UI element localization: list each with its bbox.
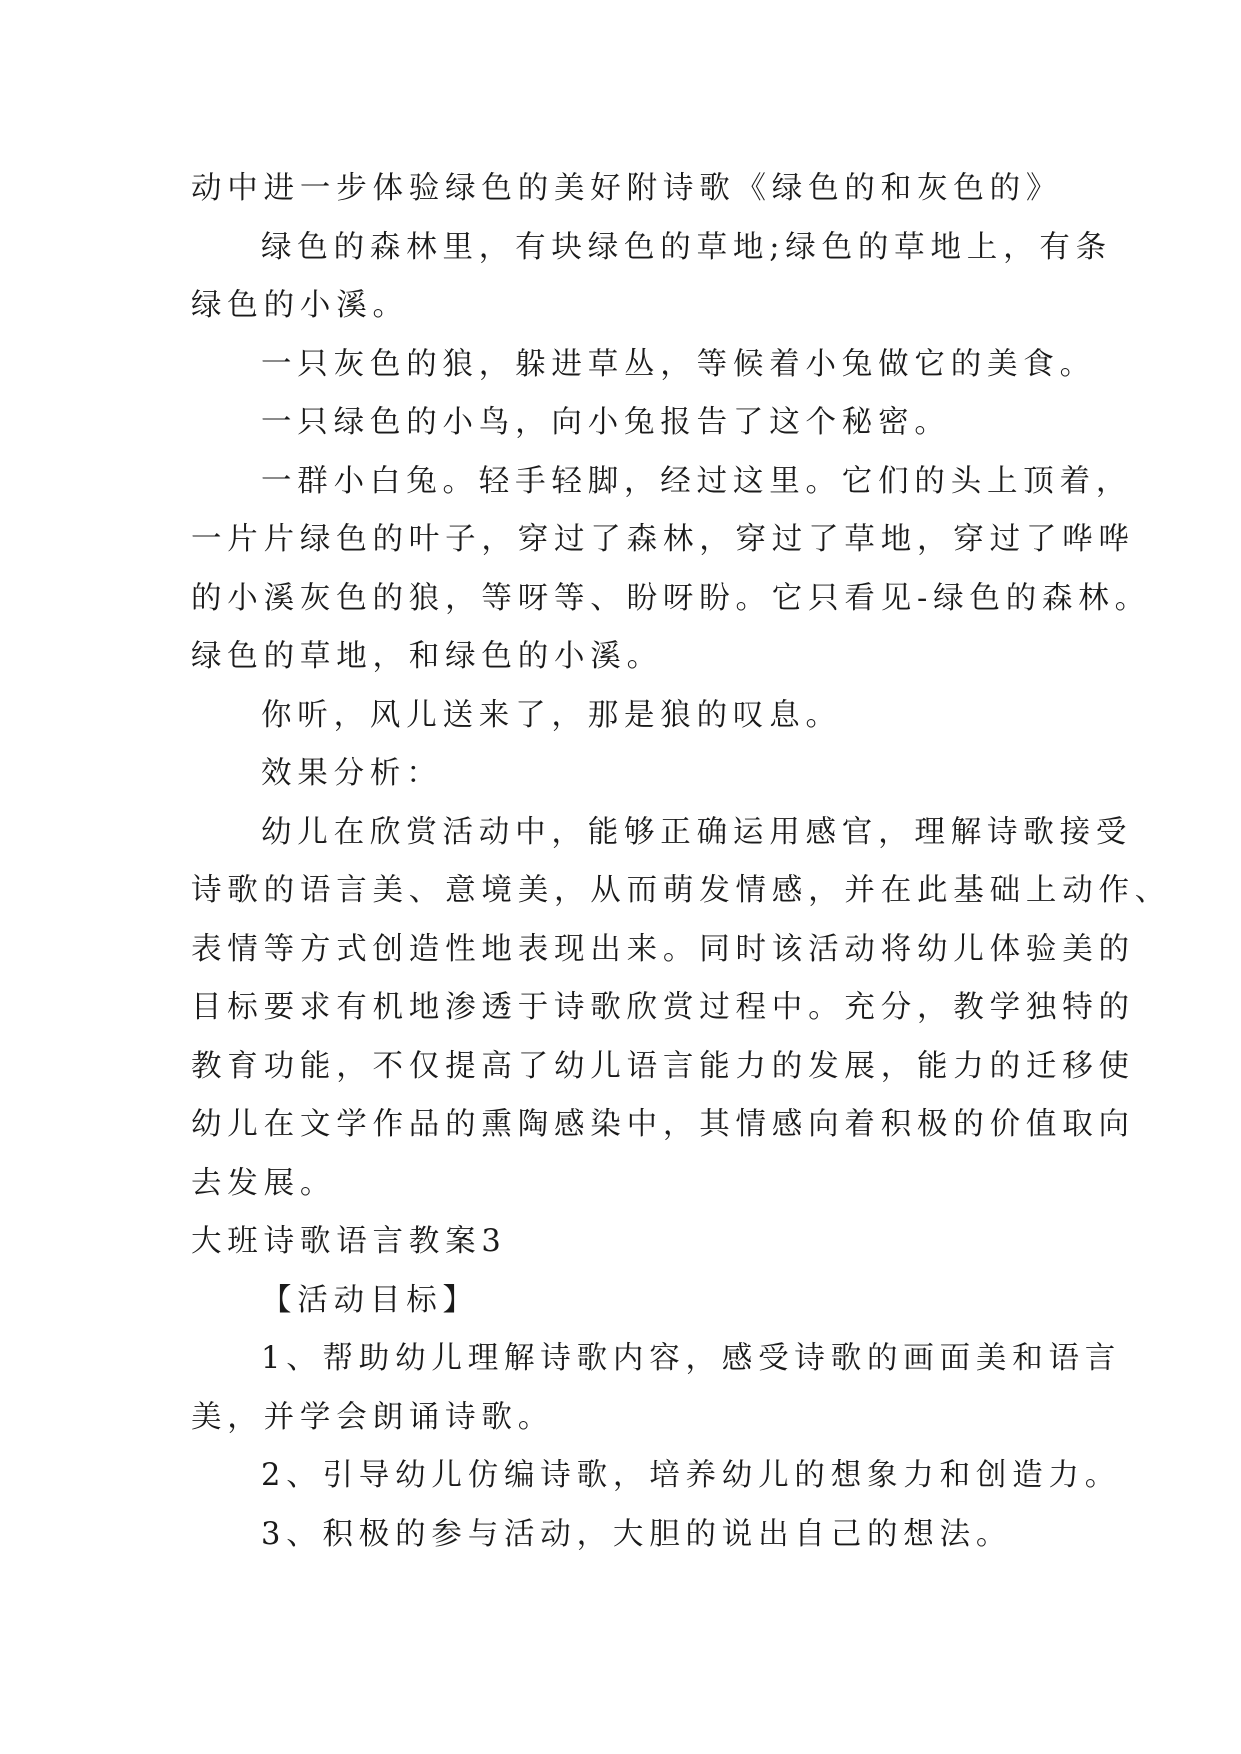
body-line: 一只绿色的小鸟，向小兔报告了这个秘密。 [261,405,951,440]
section-heading: 大班诗歌语言教案3 [191,1224,507,1259]
body-line: 一只灰色的狼，躲进草丛，等候着小兔做它的美食。 [261,346,1096,382]
body-line: 你听，风儿送来了，那是狼的叹息。 [261,697,842,733]
body-line: 诗歌的语言美、意境美，从而萌发情感，并在此基础上动作、 [191,873,1172,908]
body-line: 教育功能，不仅提高了幼儿语言能力的发展，能力的迁移使 [191,1048,1135,1084]
body-line: 绿色的森林里，有块绿色的草地;绿色的草地上，有条 [261,229,1112,265]
body-line: 动中进一步体验绿色的美好附诗歌《绿色的和灰色的》 [191,171,1063,206]
list-item: 3、积极的参与活动，大胆的说出自己的想法。 [261,1516,1013,1552]
body-line: 去发展。 [191,1165,337,1201]
body-line: 绿色的草地，和绿色的小溪。 [191,639,663,674]
body-line: 目标要求有机地渗透于诗歌欣赏过程中。充分，教学独特的 [191,990,1135,1025]
section-label: 效果分析： [261,756,443,791]
body-line: 绿色的小溪。 [191,288,409,323]
body-line: 幼儿在欣赏活动中，能够正确运用感官，理解诗歌接受 [261,814,1133,850]
body-line: 表情等方式创造性地表现出来。同时该活动将幼儿体验美的 [191,931,1135,967]
body-line: 的小溪灰色的狼，等呀等、盼呀盼。它只看见-绿色的森林。 [191,580,1151,616]
body-line: 一片片绿色的叶子，穿过了森林，穿过了草地，穿过了哗哗 [191,522,1135,557]
document-body [191,160,1172,1564]
list-item: 1、帮助幼儿理解诗歌内容，感受诗歌的画面美和语言 [261,1341,1122,1376]
list-item: 2、引导幼儿仿编诗歌，培养幼儿的想象力和创造力。 [261,1458,1122,1493]
body-line: 一群小白兔。轻手轻脚，经过这里。它们的头上顶着， [261,463,1133,499]
subsection-heading: 【活动目标】 [261,1282,479,1318]
list-item-continuation: 美，并学会朗诵诗歌。 [191,1399,554,1435]
body-line: 幼儿在文学作品的熏陶感染中，其情感向着积极的价值取向 [191,1107,1135,1142]
